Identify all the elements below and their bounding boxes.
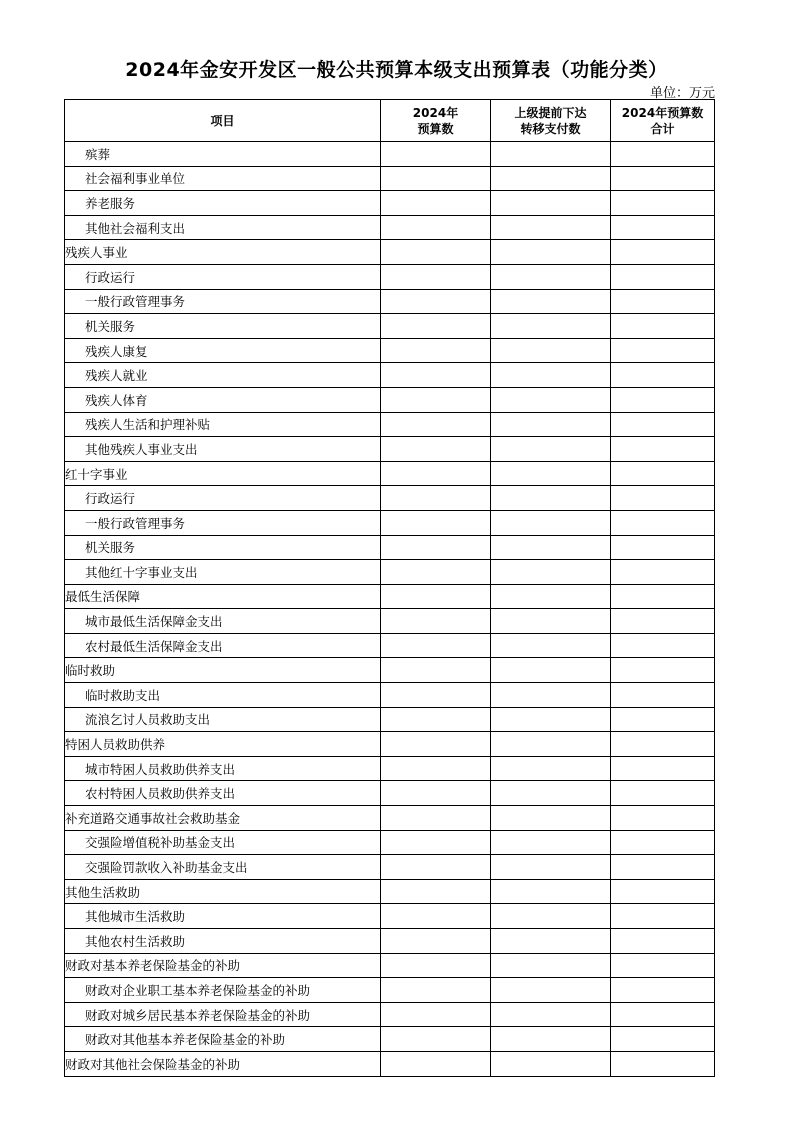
row-budget-2024-cell [381, 314, 491, 339]
row-total-cell [611, 338, 715, 363]
row-total-cell [611, 1051, 715, 1076]
row-budget-2024-cell [381, 732, 491, 757]
row-transfer-cell [491, 240, 611, 265]
row-total-cell [611, 609, 715, 634]
row-budget-2024-cell [381, 560, 491, 585]
row-total-cell [611, 215, 715, 240]
row-budget-2024-cell [381, 879, 491, 904]
row-budget-2024-cell [381, 510, 491, 535]
row-total-cell [611, 781, 715, 806]
table-row [65, 240, 715, 265]
table-row [65, 314, 715, 339]
row-budget-2024-cell [381, 264, 491, 289]
row-item-name: 财政对城乡居民基本养老保险基金的补助 [65, 1002, 381, 1027]
row-total-cell [611, 166, 715, 191]
row-item-name: 机关服务 [65, 535, 381, 560]
row-budget-2024-cell [381, 215, 491, 240]
row-total-cell [611, 264, 715, 289]
row-budget-2024-cell [381, 1002, 491, 1027]
row-transfer-cell [491, 806, 611, 831]
row-item-name: 农村特困人员救助供养支出 [65, 781, 381, 806]
table-row [65, 191, 715, 216]
table-row [65, 609, 715, 634]
table-row [65, 584, 715, 609]
row-total-cell [611, 560, 715, 585]
row-budget-2024-cell [381, 191, 491, 216]
budget-table [64, 99, 715, 1077]
row-budget-2024-cell [381, 240, 491, 265]
header-total-line1: 2024年预算数 [621, 105, 704, 120]
table-row [65, 806, 715, 831]
table-row [65, 929, 715, 954]
row-budget-2024-cell [381, 166, 491, 191]
row-item-name: 社会福利事业单位 [65, 166, 381, 191]
row-budget-2024-cell [381, 142, 491, 167]
row-transfer-cell [491, 142, 611, 167]
row-transfer-cell [491, 830, 611, 855]
row-budget-2024-cell [381, 830, 491, 855]
header-total-line2: 合计 [650, 121, 675, 136]
row-item-name: 临时救助 [65, 658, 381, 683]
row-budget-2024-cell [381, 412, 491, 437]
row-transfer-cell [491, 461, 611, 486]
row-transfer-cell [491, 314, 611, 339]
row-transfer-cell [491, 191, 611, 216]
row-total-cell [611, 855, 715, 880]
row-transfer-cell [491, 855, 611, 880]
row-item-name: 残疾人体育 [65, 387, 381, 412]
row-transfer-cell [491, 756, 611, 781]
table-row [65, 756, 715, 781]
row-total-cell [611, 683, 715, 708]
row-budget-2024-cell [381, 461, 491, 486]
row-item-name: 养老服务 [65, 191, 381, 216]
table-row [65, 904, 715, 929]
row-total-cell [611, 830, 715, 855]
row-item-name: 其他社会福利支出 [65, 215, 381, 240]
row-budget-2024-cell [381, 584, 491, 609]
row-budget-2024-cell [381, 289, 491, 314]
table-row [65, 166, 715, 191]
table-row [65, 781, 715, 806]
row-transfer-cell [491, 412, 611, 437]
row-transfer-cell [491, 215, 611, 240]
unit-label: 单位：万元 [649, 86, 715, 101]
row-item-name: 农村最低生活保障金支出 [65, 633, 381, 658]
row-transfer-cell [491, 904, 611, 929]
row-total-cell [611, 929, 715, 954]
table-row [65, 953, 715, 978]
row-total-cell [611, 1002, 715, 1027]
header-transfer-line2: 转移支付数 [520, 121, 581, 136]
table-row [65, 142, 715, 167]
table-row [65, 289, 715, 314]
table-row [65, 732, 715, 757]
row-item-name: 城市最低生活保障金支出 [65, 609, 381, 634]
row-transfer-cell [491, 486, 611, 511]
row-transfer-cell [491, 633, 611, 658]
table-row [65, 707, 715, 732]
row-budget-2024-cell [381, 437, 491, 462]
row-transfer-cell [491, 363, 611, 388]
header-budget-2024-line2: 预算数 [417, 121, 454, 136]
table-row [65, 264, 715, 289]
table-row [65, 486, 715, 511]
header-budget-2024 [381, 100, 491, 142]
table-row [65, 1027, 715, 1052]
table-row [65, 412, 715, 437]
table-row [65, 215, 715, 240]
row-budget-2024-cell [381, 486, 491, 511]
table-body [65, 142, 715, 1077]
table-row [65, 683, 715, 708]
row-item-name: 其他残疾人事业支出 [65, 437, 381, 462]
row-total-cell [611, 732, 715, 757]
table-row [65, 437, 715, 462]
row-total-cell [611, 363, 715, 388]
row-item-name: 殡葬 [65, 142, 381, 167]
row-transfer-cell [491, 732, 611, 757]
row-transfer-cell [491, 658, 611, 683]
table-row [65, 633, 715, 658]
row-item-name: 财政对其他基本养老保险基金的补助 [65, 1027, 381, 1052]
row-budget-2024-cell [381, 658, 491, 683]
row-total-cell [611, 191, 715, 216]
row-total-cell [611, 240, 715, 265]
page-title: 2024年金安开发区一般公共预算本级支出预算表（功能分类） [125, 59, 668, 81]
row-item-name: 行政运行 [65, 486, 381, 511]
row-item-name: 机关服务 [65, 314, 381, 339]
row-item-name: 残疾人康复 [65, 338, 381, 363]
row-transfer-cell [491, 978, 611, 1003]
row-item-name: 财政对基本养老保险基金的补助 [65, 953, 381, 978]
header-transfer-line1: 上级提前下达 [514, 105, 587, 120]
row-total-cell [611, 510, 715, 535]
row-item-name: 城市特困人员救助供养支出 [65, 756, 381, 781]
row-budget-2024-cell [381, 1051, 491, 1076]
row-item-name: 其他城市生活救助 [65, 904, 381, 929]
row-item-name: 行政运行 [65, 264, 381, 289]
row-item-name: 财政对其他社会保险基金的补助 [65, 1051, 381, 1076]
row-total-cell [611, 486, 715, 511]
row-transfer-cell [491, 560, 611, 585]
header-budget-2024-line1: 2024年 [412, 105, 459, 120]
row-total-cell [611, 756, 715, 781]
row-budget-2024-cell [381, 929, 491, 954]
row-transfer-cell [491, 166, 611, 191]
row-transfer-cell [491, 1002, 611, 1027]
row-budget-2024-cell [381, 781, 491, 806]
row-transfer-cell [491, 264, 611, 289]
row-total-cell [611, 535, 715, 560]
table-row [65, 560, 715, 585]
row-total-cell [611, 633, 715, 658]
table-row [65, 338, 715, 363]
row-budget-2024-cell [381, 633, 491, 658]
row-item-name: 残疾人就业 [65, 363, 381, 388]
row-total-cell [611, 289, 715, 314]
table-row [65, 978, 715, 1003]
row-budget-2024-cell [381, 683, 491, 708]
row-item-name: 其他红十字事业支出 [65, 560, 381, 585]
row-transfer-cell [491, 953, 611, 978]
row-total-cell [611, 658, 715, 683]
row-item-name: 残疾人事业 [65, 240, 381, 265]
row-transfer-cell [491, 510, 611, 535]
row-item-name: 临时救助支出 [65, 683, 381, 708]
row-total-cell [611, 707, 715, 732]
row-transfer-cell [491, 338, 611, 363]
row-total-cell [611, 142, 715, 167]
row-transfer-cell [491, 1027, 611, 1052]
row-item-name: 其他农村生活救助 [65, 929, 381, 954]
table-row [65, 387, 715, 412]
row-transfer-cell [491, 879, 611, 904]
row-budget-2024-cell [381, 609, 491, 634]
row-budget-2024-cell [381, 806, 491, 831]
row-budget-2024-cell [381, 338, 491, 363]
table-row [65, 830, 715, 855]
header-item-label: 项目 [210, 113, 235, 128]
row-transfer-cell [491, 929, 611, 954]
header-transfer [491, 100, 611, 142]
row-total-cell [611, 879, 715, 904]
row-transfer-cell [491, 289, 611, 314]
table-row [65, 363, 715, 388]
row-transfer-cell [491, 437, 611, 462]
row-transfer-cell [491, 535, 611, 560]
table-row [65, 1051, 715, 1076]
row-budget-2024-cell [381, 904, 491, 929]
row-budget-2024-cell [381, 535, 491, 560]
row-transfer-cell [491, 584, 611, 609]
row-total-cell [611, 314, 715, 339]
row-item-name: 残疾人生活和护理补贴 [65, 412, 381, 437]
row-total-cell [611, 387, 715, 412]
table-header-row [65, 100, 715, 142]
row-transfer-cell [491, 1051, 611, 1076]
row-total-cell [611, 904, 715, 929]
row-item-name: 流浪乞讨人员救助支出 [65, 707, 381, 732]
row-budget-2024-cell [381, 363, 491, 388]
row-budget-2024-cell [381, 855, 491, 880]
row-transfer-cell [491, 707, 611, 732]
row-item-name: 财政对企业职工基本养老保险基金的补助 [65, 978, 381, 1003]
row-budget-2024-cell [381, 953, 491, 978]
table-row [65, 855, 715, 880]
row-total-cell [611, 978, 715, 1003]
row-transfer-cell [491, 387, 611, 412]
row-item-name: 最低生活保障 [65, 584, 381, 609]
row-item-name: 补充道路交通事故社会救助基金 [65, 806, 381, 831]
row-total-cell [611, 1027, 715, 1052]
table-row [65, 1002, 715, 1027]
row-transfer-cell [491, 683, 611, 708]
row-item-name: 交强险增值税补助基金支出 [65, 830, 381, 855]
row-total-cell [611, 437, 715, 462]
row-total-cell [611, 584, 715, 609]
table-row [65, 535, 715, 560]
row-item-name: 特困人员救助供养 [65, 732, 381, 757]
table-row [65, 510, 715, 535]
row-budget-2024-cell [381, 978, 491, 1003]
table-row [65, 461, 715, 486]
row-budget-2024-cell [381, 387, 491, 412]
row-total-cell [611, 412, 715, 437]
header-total [611, 100, 715, 142]
row-budget-2024-cell [381, 707, 491, 732]
table-row [65, 658, 715, 683]
row-item-name: 交强险罚款收入补助基金支出 [65, 855, 381, 880]
row-item-name: 一般行政管理事务 [65, 289, 381, 314]
row-transfer-cell [491, 609, 611, 634]
row-item-name: 其他生活救助 [65, 879, 381, 904]
row-item-name: 一般行政管理事务 [65, 510, 381, 535]
row-budget-2024-cell [381, 1027, 491, 1052]
row-transfer-cell [491, 781, 611, 806]
row-budget-2024-cell [381, 756, 491, 781]
row-total-cell [611, 461, 715, 486]
header-item [65, 100, 381, 142]
row-item-name: 红十字事业 [65, 461, 381, 486]
row-total-cell [611, 806, 715, 831]
table-row [65, 879, 715, 904]
row-total-cell [611, 953, 715, 978]
